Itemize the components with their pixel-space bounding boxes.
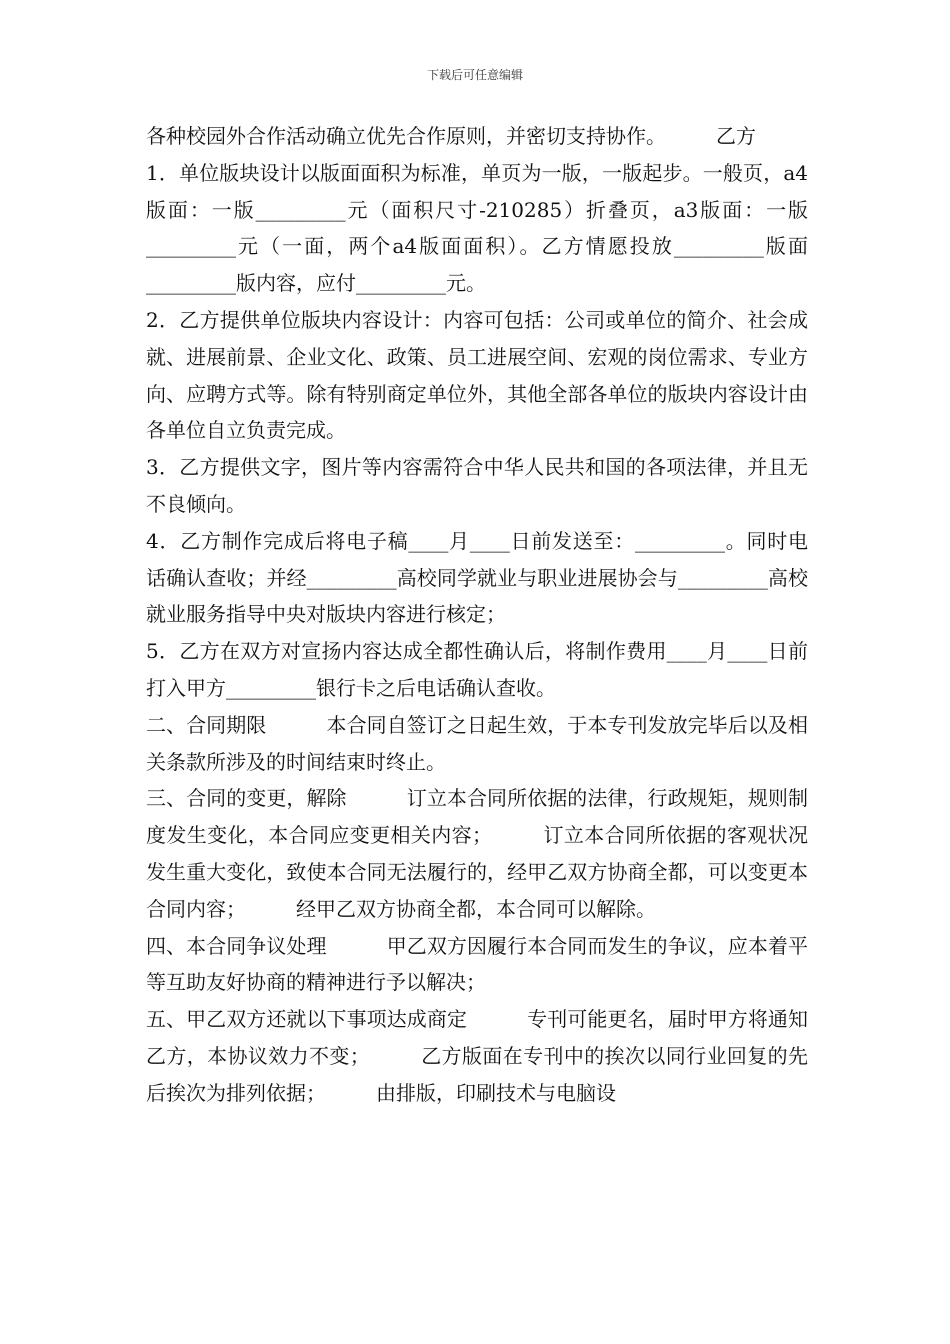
page-header: 下载后可任意编辑 — [426, 68, 523, 82]
paragraph-clause-4: 4．乙方制作完成后将电子稿____月____日前发送至：_________。同时电话确认查收；并经_________高校同学就业与职业进展协会与_________高校就业服务指导中央对版块内容进行核定； — [146, 528, 808, 627]
paragraph-contract-change: 三、合同的变更，解除 订立本合同所依据的法律，行政规矩，规则制度发生变化，本合同应变更相关内容； 订立本合同所依据的客观状况发生重大变化，致使本合同无法履行的，经甲乙双方协商全都，可以变更本合同内容； 经甲乙双方协商全都，本合同可以解除。 — [146, 786, 808, 921]
contract-body — [146, 118, 808, 1112]
paragraph-clause-3: 3．乙方提供文字，图片等内容需符合中华人民共和国的各项法律，并且无不良倾向。 — [146, 455, 808, 516]
paragraph-other-matters: 五、甲乙双方还就以下事项达成商定 专刊可能更名，届时甲方将通知乙方，本协议效力不变； 乙方版面在专刊中的挨次以同行业回复的先后挨次为排列依据； 由排版，印刷技术与电脑设 — [146, 1007, 808, 1105]
paragraph-contract-term: 二、合同期限 本合同自签订之日起生效，于本专刊发放完毕后以及相关条款所涉及的时间结束时终止。 — [146, 712, 808, 774]
paragraph-clause-5: 5．乙方在双方对宣扬内容达成全都性确认后，将制作费用____月____日前打入甲方_________银行卡之后电话确认查收。 — [146, 639, 808, 700]
paragraph-clause-1: 1．单位版块设计以版面面积为标准，单页为一版，一版起步。一般页，a4版面：一版_________元（面积尺寸-210285）折叠页，a3版面：一版_________元（一面，两个a4版面面积）。乙方情愿投放_________版面_________版内容，应付_________元。 — [146, 160, 808, 296]
paragraph-clause-2: 2．乙方提供单位版块内容设计：内容可包括：公司或单位的简介、社会成就、进展前景、企业文化、政策、员工进展空间、宏观的岗位需求、专业方向、应聘方式等。除有特别商定单位外，其他全部各单位的版块内容设计由各单位自立负责完成。 — [146, 307, 808, 443]
paragraph-cooperation: 各种校园外合作活动确立优先合作原则，并密切支持协作。 乙方 — [146, 124, 756, 148]
paragraph-dispute: 四、本合同争议处理 甲乙双方因履行本合同而发生的争议，应本着平等互助友好协商的精神进行予以解决； — [146, 933, 808, 995]
